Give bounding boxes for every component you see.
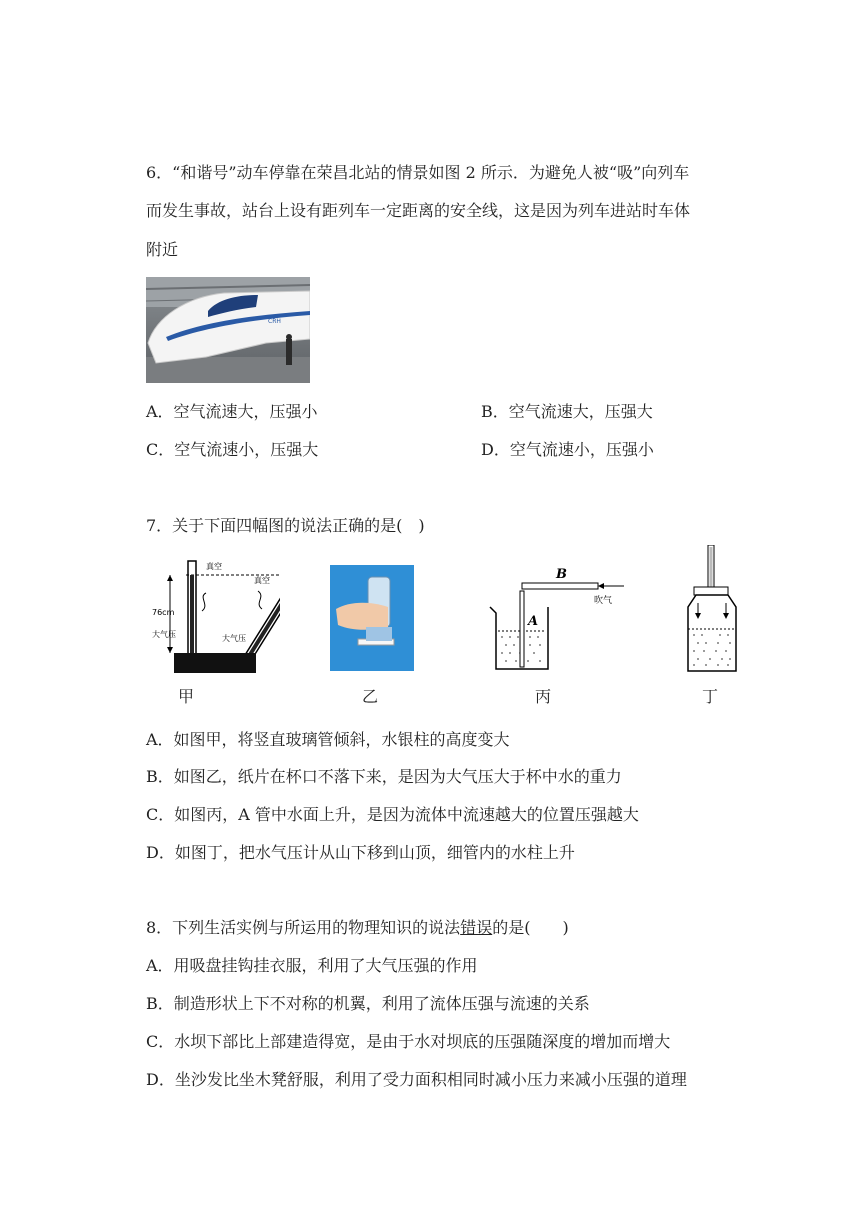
svg-text:吹气: 吹气 <box>594 596 613 606</box>
q8-stem-pre: 8．下列生活实例与所运用的物理知识的说法 <box>146 918 461 937</box>
q6-stem-line3: 附近 <box>146 240 179 259</box>
q8-stem-underlined: 错误 <box>460 918 493 937</box>
caption-yi: 乙 <box>361 687 378 706</box>
q6-option-d[interactable]: D．空气流速小，压强小 <box>481 440 654 459</box>
caption-jia: 甲 <box>177 687 194 706</box>
q7-option-d[interactable]: D．如图丁，把水气压计从山下移到山顶，细管内的水柱上升 <box>146 843 575 862</box>
svg-text:76cm: 76cm <box>152 608 175 617</box>
q8-option-a[interactable]: A．用吸盘挂钩挂衣服，利用了大气压强的作用 <box>146 956 478 975</box>
q8-option-b[interactable]: B．制造形状上下不对称的机翼，利用了流体压强与流速的关系 <box>146 994 590 1013</box>
figure-jia-torricelli <box>150 553 280 677</box>
svg-text:B: B <box>556 567 567 582</box>
train-photo <box>146 277 310 383</box>
figure-bing-blowing <box>486 563 626 671</box>
train-logo: CRH <box>268 318 281 325</box>
q8-stem-post: 的是( ) <box>492 918 569 937</box>
q6-option-a[interactable]: A．空气流速大，压强小 <box>146 402 318 421</box>
q8-stem <box>146 918 569 938</box>
svg-text:A: A <box>528 614 539 629</box>
svg-text:真空: 真空 <box>206 562 222 571</box>
svg-text:真空: 真空 <box>254 576 270 585</box>
q7-stem: 7．关于下面四幅图的说法正确的是( ) <box>146 516 425 535</box>
q8-option-d[interactable]: D．坐沙发比坐木凳舒服，利用了受力面积相同时减小压力来减小压强的道理 <box>146 1070 687 1089</box>
q6-stem-line2: 而发生事故，站台上设有距列车一定距离的安全线，这是因为列车进站时车体 <box>146 201 691 220</box>
figure-ding-barometer <box>682 545 742 673</box>
svg-text:大气压: 大气压 <box>222 634 246 643</box>
q6-stem-line1: 6．“和谐号”动车停靠在荣昌北站的情景如图 2 所示．为避免人被“吸”向列车 <box>146 163 690 182</box>
q7-option-a[interactable]: A．如图甲，将竖直玻璃管倾斜，水银柱的高度变大 <box>146 730 510 749</box>
q7-option-b[interactable]: B．如图乙，纸片在杯口不落下来，是因为大气压大于杯中水的重力 <box>146 767 622 786</box>
figure-yi-paper-cup <box>330 565 414 671</box>
caption-ding: 丁 <box>701 687 718 706</box>
caption-bing: 丙 <box>534 687 551 706</box>
q6-option-b[interactable]: B．空气流速大，压强大 <box>481 402 653 421</box>
svg-text:大气压: 大气压 <box>152 630 176 639</box>
q6-option-c[interactable]: C．空气流速小，压强大 <box>146 440 319 459</box>
q7-option-c[interactable]: C．如图丙，A 管中水面上升，是因为流体中流速越大的位置压强越大 <box>146 805 639 824</box>
q8-option-c[interactable]: C．水坝下部比上部建造得宽，是由于水对坝底的压强随深度的增加而增大 <box>146 1032 671 1051</box>
